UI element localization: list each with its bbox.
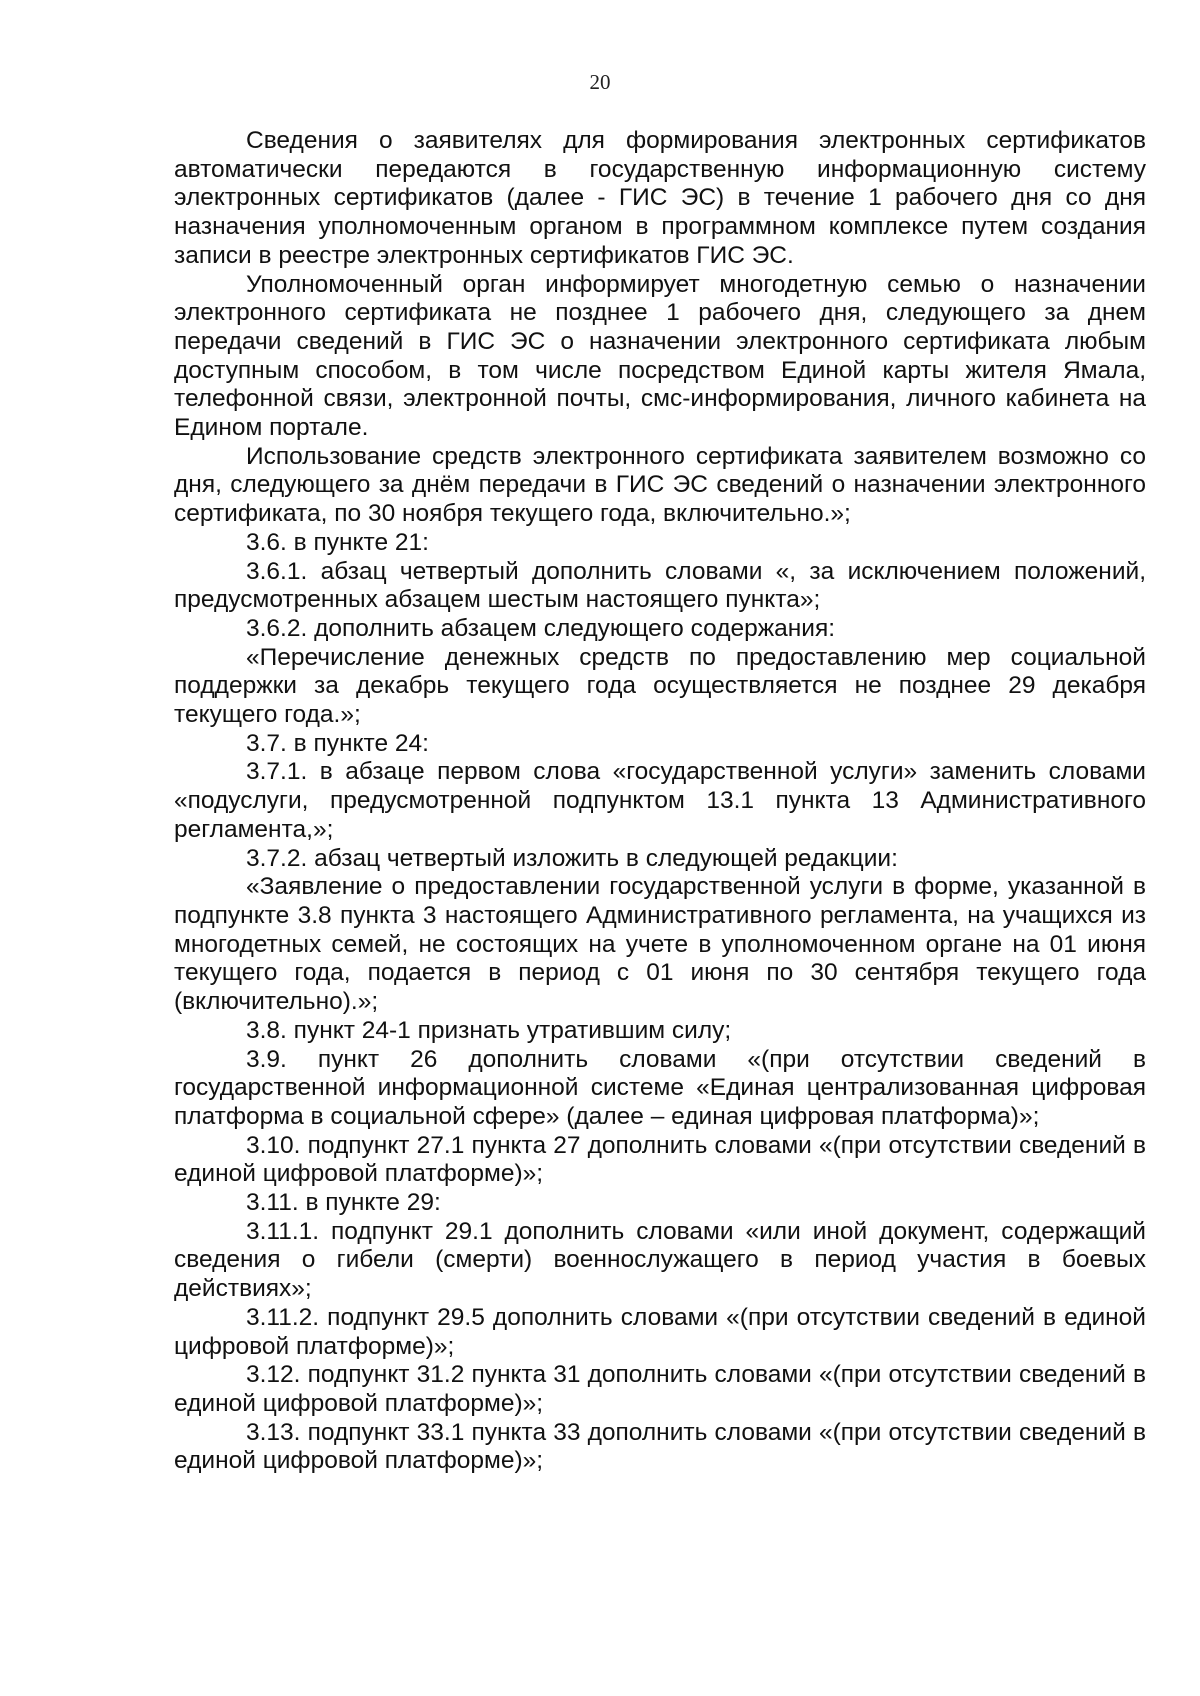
paragraph: 3.10. подпункт 27.1 пункта 27 дополнить словами «(при отсутствии сведений в единой цифровой платформе)»; <box>174 1131 1146 1188</box>
paragraph: 3.7.2. абзац четвертый изложить в следующей редакции: <box>246 844 898 872</box>
paragraph: 3.7. в пункте 24: <box>246 729 429 757</box>
page-number: 20 <box>589 70 611 94</box>
paragraph: 3.11.2. подпункт 29.5 дополнить словами «(при отсутствии сведений в единой цифровой платформе)»; <box>174 1303 1146 1360</box>
paragraph: 3.6. в пункте 21: <box>246 528 429 556</box>
paragraph: 3.9. пункт 26 дополнить словами «(при отсутствии сведений в государственной информационной системе «Единая централизованная цифровая платформа в социальной сфере» (далее – единая цифровая платформа)»; <box>174 1045 1146 1130</box>
paragraph: 3.8. пункт 24-1 признать утратившим силу; <box>246 1016 732 1044</box>
paragraph: 3.6.2. дополнить абзацем следующего содержания: <box>246 614 836 642</box>
document-body <box>174 127 1146 1476</box>
paragraph: Сведения о заявителях для формирования электронных сертификатов автоматически передаются в государственную информационную систему электронных сертификатов (далее - ГИС ЭС) в течение 1 рабочего дня со дня назначения уполномоченным органом в программном комплексе путем создания записи в реестре электронных сертификатов ГИС ЭС. <box>174 127 1146 269</box>
paragraph: Уполномоченный орган информирует многодетную семью о назначении электронного сертификата не позднее 1 рабочего дня, следующего за днем передачи сведений в ГИС ЭС о назначении электронного сертификата любым доступным способом, в том числе посредством Единой карты жителя Ямала, телефонной связи, электронной почты, смс-информирования, личного кабинета на Едином портале. <box>174 270 1146 442</box>
paragraph: 3.12. подпункт 31.2 пункта 31 дополнить словами «(при отсутствии сведений в единой цифровой платформе)»; <box>174 1361 1146 1417</box>
paragraph: 3.13. подпункт 33.1 пункта 33 дополнить словами «(при отсутствии сведений в единой цифровой платформе)»; <box>174 1418 1146 1475</box>
paragraph: Использование средств электронного сертификата заявителем возможно со дня, следующего за днём передачи в ГИС ЭС сведений о назначении электронного сертификата, по 30 ноября текущего года, включительно.»; <box>174 442 1146 528</box>
paragraph: 3.11. в пункте 29: <box>246 1189 441 1217</box>
paragraph: «Перечисление денежных средств по предоставлению мер социальной поддержки за декабрь текущего года осуществляется не позднее 29 декабря текущего года.»; <box>174 643 1146 729</box>
paragraph: «Заявление о предоставлении государственной услуги в форме, указанной в подпункте 3.8 пункта 3 настоящего Административного регламента, на учащихся из многодетных семей, не состоящих на учете в уполномоченном органе на 01 июня текущего года, подается в период с 01 июня по 30 сентября текущего года (включительно).»; <box>174 873 1146 1016</box>
paragraph: 3.7.1. в абзаце первом слова «государственной услуги» заменить словами «подуслуги, предусмотренной подпунктом 13.1 пункта 13 Административного регламента,»; <box>174 758 1146 843</box>
paragraph: 3.6.1. абзац четвертый дополнить словами «, за исключением положений, предусмотренных абзацем шестым настоящего пункта»; <box>174 557 1146 614</box>
paragraph: 3.11.1. подпункт 29.1 дополнить словами «или иной документ, содержащий сведения о гибели (смерти) военнослужащего в период участия в боевых действиях»; <box>174 1217 1146 1303</box>
